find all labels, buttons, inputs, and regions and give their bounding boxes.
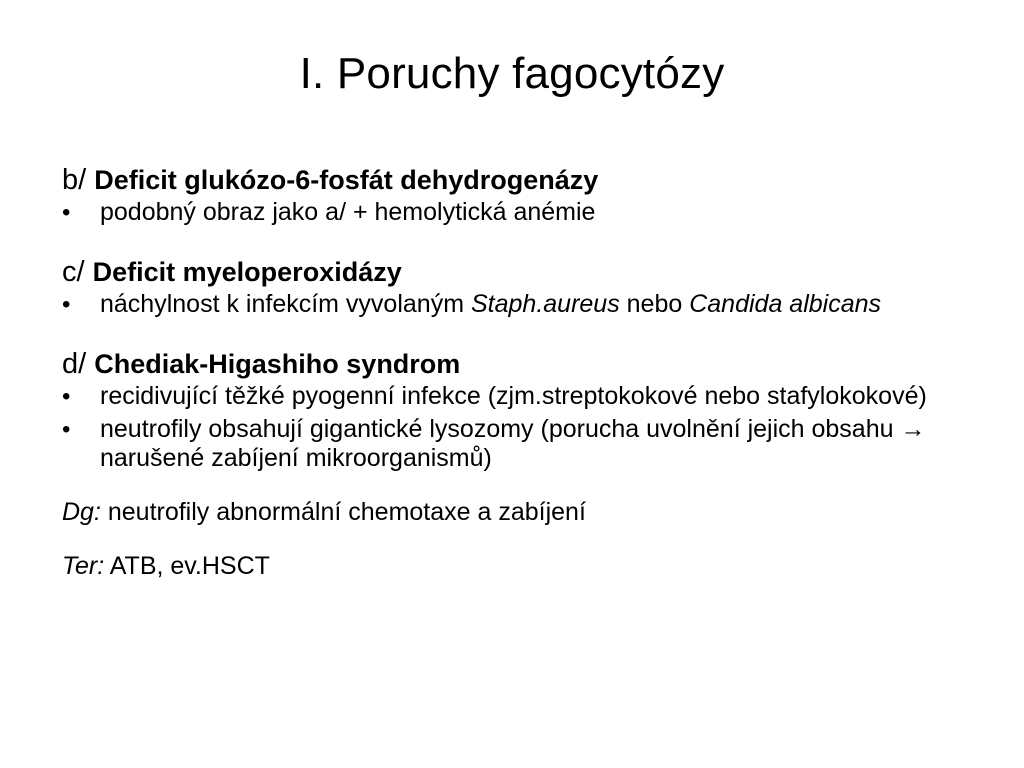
section-name: Deficit glukózo-6-fosfát dehydrogenázy — [94, 165, 599, 195]
list-item — [62, 382, 962, 411]
bullet-text-italic: Candida albicans — [689, 290, 882, 318]
bullet-icon: • — [62, 199, 71, 226]
bullet-list-d — [62, 382, 962, 473]
bullet-text: podobný obraz jako a/ + hemolytická anémie — [100, 198, 596, 226]
bullet-icon: • — [62, 383, 71, 410]
bullet-text: neutrofily obsahují gigantické lysozomy (porucha uvolnění jejich obsahu → narušené zabíjení mikroorganismů) — [100, 415, 926, 472]
section-name: Deficit myeloperoxidázy — [92, 257, 402, 287]
therapy-text: ATB, ev.HSCT — [104, 552, 270, 580]
section-letter: d/ — [62, 348, 87, 380]
list-item — [62, 415, 962, 473]
section-heading-b — [62, 162, 962, 198]
diagnosis-label: Dg: — [62, 498, 101, 526]
section-heading-d — [62, 346, 962, 382]
bullet-text: nebo — [619, 290, 690, 318]
section-letter: c/ — [62, 256, 85, 288]
section-name: Chediak-Higashiho syndrom — [94, 349, 461, 379]
diagnosis-text: neutrofily abnormální chemotaxe a zabíjení — [100, 498, 586, 526]
list-item — [62, 290, 962, 319]
list-item — [62, 198, 962, 227]
diagnosis-note — [62, 497, 962, 527]
bullet-icon: • — [62, 291, 71, 318]
slide-content — [62, 162, 962, 581]
section-heading-c — [62, 254, 962, 290]
bullet-list-c — [62, 290, 962, 319]
section-letter: b/ — [62, 164, 87, 196]
therapy-label: Ter: — [62, 552, 105, 580]
bullet-list-b — [62, 198, 962, 227]
therapy-note — [62, 551, 962, 581]
bullet-icon: • — [62, 416, 71, 443]
bullet-text-italic: Staph.aureus — [470, 290, 620, 318]
bullet-text: recidivující těžké pyogenní infekce (zjm.streptokokové nebo stafylokokové) — [100, 382, 927, 410]
slide-title: I. Poruchy fagocytózy — [299, 49, 725, 98]
bullet-text: náchylnost k infekcím vyvolaným — [100, 290, 471, 318]
